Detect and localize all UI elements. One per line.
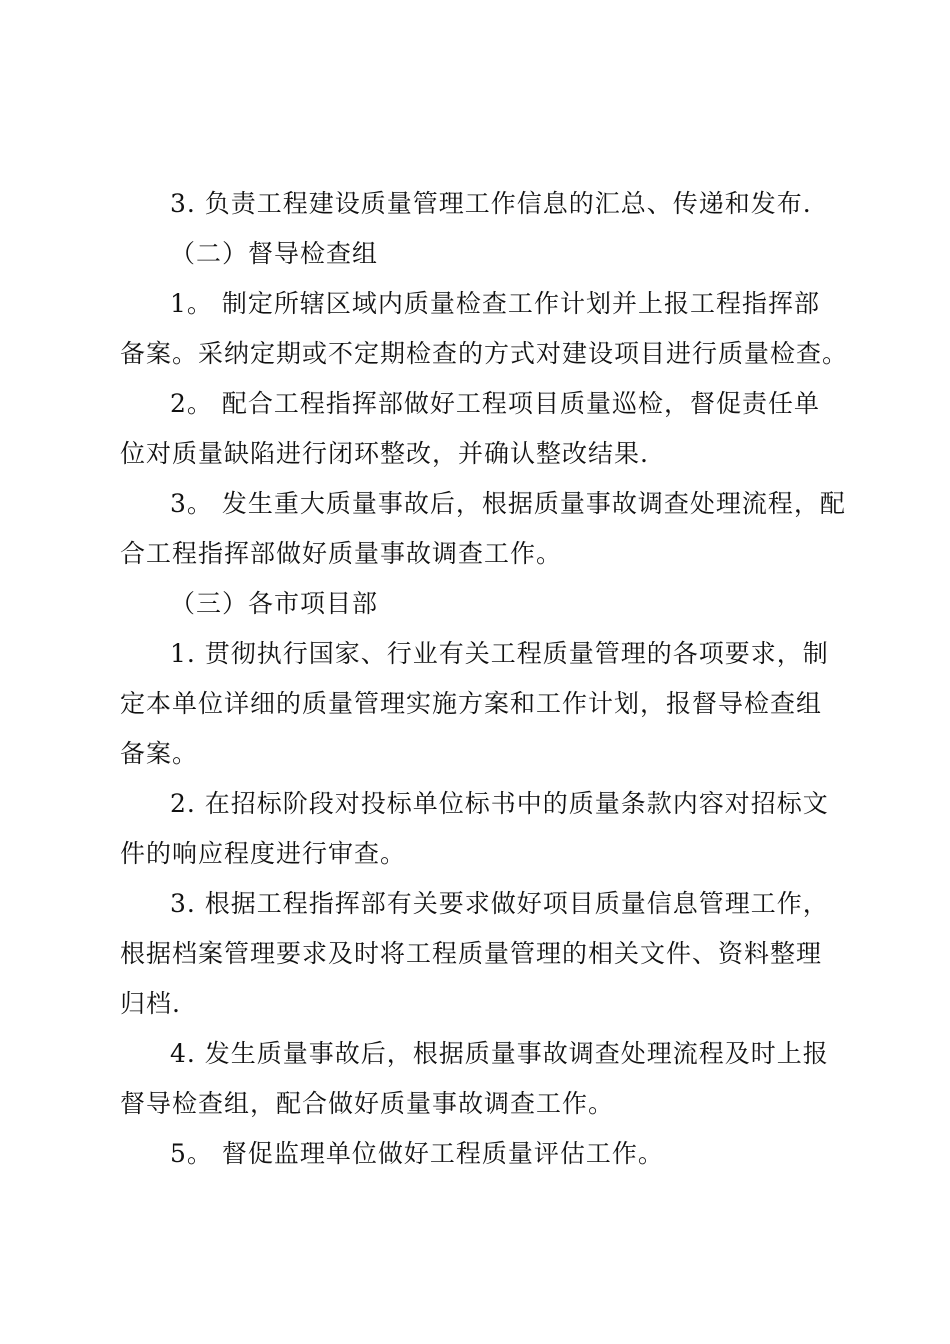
text-line: 1. 贯彻执行国家、行业有关工程质量管理的各项要求，制 [170,639,829,668]
text-line: 备案。 [120,739,199,768]
text-line: 3。 发生重大质量事故后，根据质量事故调查处理流程，配 [170,489,846,518]
text-line: 归档. [120,989,181,1018]
text-line: 件的响应程度进行审查。 [120,839,407,868]
text-line: 合工程指挥部做好质量事故调查工作。 [120,539,563,568]
text-line: 根据档案管理要求及时将工程质量管理的相关文件、资料整理 [120,939,823,968]
text-line: 3. 负责工程建设质量管理工作信息的汇总、传递和发布. [170,189,812,218]
text-line: 4. 发生质量事故后，根据质量事故调查处理流程及时上报 [170,1039,829,1068]
section-heading: （三）各市项目部 [170,589,379,618]
text-line: 备案。采纳定期或不定期检查的方式对建设项目进行质量检查。 [120,339,849,368]
text-line: 位对质量缺陷进行闭环整改，并确认整改结果. [120,439,649,468]
text-line: 定本单位详细的质量管理实施方案和工作计划，报督导检查组 [120,689,823,718]
text-line: 2. 在招标阶段对投标单位标书中的质量条款内容对招标文 [170,789,829,818]
section-heading: （二）督导检查组 [170,239,379,268]
text-line: 2。 配合工程指挥部做好工程项目质量巡检，督促责任单 [170,389,820,418]
text-line: 5。 督促监理单位做好工程质量评估工作。 [170,1139,664,1168]
text-line: 1。 制定所辖区域内质量检查工作计划并上报工程指挥部 [170,289,820,318]
text-line: 3. 根据工程指挥部有关要求做好项目质量信息管理工作， [170,889,829,918]
text-line: 督导检查组，配合做好质量事故调查工作。 [120,1089,615,1118]
